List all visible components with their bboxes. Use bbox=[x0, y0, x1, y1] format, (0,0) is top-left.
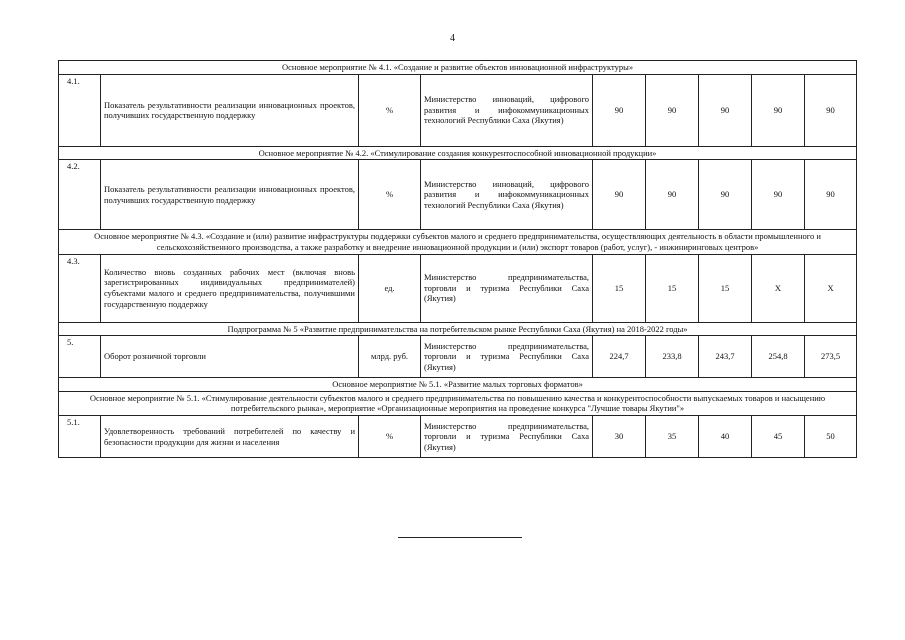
responsible-cell: Министерство предпринимательства, торговли и туризма Республики Саха (Якутия) bbox=[421, 336, 593, 378]
table-row bbox=[59, 336, 857, 378]
section-row bbox=[59, 146, 857, 160]
table-row bbox=[59, 416, 857, 458]
value-cell: 90 bbox=[752, 74, 805, 146]
table-body bbox=[59, 61, 857, 458]
value-cell: 40 bbox=[699, 416, 752, 458]
value-cell: 15 bbox=[593, 254, 646, 322]
indicators-table bbox=[58, 60, 857, 458]
value-cell: 45 bbox=[752, 416, 805, 458]
unit-cell: % bbox=[359, 160, 421, 230]
indicator-cell: Оборот розничной торговли bbox=[101, 336, 359, 378]
value-cell: 273,5 bbox=[805, 336, 857, 378]
indicator-cell: Показатель результативности реализации инновационных проектов, получивших государственную поддержку bbox=[101, 160, 359, 230]
section-row bbox=[59, 378, 857, 392]
section-row bbox=[59, 61, 857, 75]
value-cell: 90 bbox=[699, 160, 752, 230]
value-cell: 233,8 bbox=[646, 336, 699, 378]
indicator-cell: Показатель результативности реализации инновационных проектов, получивших государственную поддержку bbox=[101, 74, 359, 146]
value-cell: 90 bbox=[646, 74, 699, 146]
section-title: Основное мероприятие № 5.1. «Развитие малых торговых форматов» bbox=[59, 378, 857, 392]
section-title: Основное мероприятие № 4.2. «Стимулирование создания конкурентоспособной инновационной продукции» bbox=[59, 146, 857, 160]
value-cell: 254,8 bbox=[752, 336, 805, 378]
responsible-cell: Министерство инноваций, цифрового развития и инфокоммуникационных технологий Республики Саха (Якутия) bbox=[421, 74, 593, 146]
table-row bbox=[59, 74, 857, 146]
table-row bbox=[59, 160, 857, 230]
row-number: 4.2. bbox=[59, 160, 101, 230]
section-title: Основное мероприятие № 5.1. «Стимулирование деятельности субъектов малого и среднего предпринимательства по повышению качества и конкурентоспособности выпускаемых товаров и насыщению потребительского рынка», мероприятие «Организационные мероприятия на проведение конкурса "Лучшие товары Якутии"» bbox=[59, 391, 857, 415]
value-cell: 90 bbox=[646, 160, 699, 230]
value-cell: 90 bbox=[699, 74, 752, 146]
value-cell: 30 bbox=[593, 416, 646, 458]
unit-cell: % bbox=[359, 416, 421, 458]
value-cell: 243,7 bbox=[699, 336, 752, 378]
value-cell: 224,7 bbox=[593, 336, 646, 378]
responsible-cell: Министерство предпринимательства, торговли и туризма Республики Саха (Якутия) bbox=[421, 254, 593, 322]
value-cell: 90 bbox=[593, 160, 646, 230]
value-cell: 90 bbox=[752, 160, 805, 230]
responsible-cell: Министерство предпринимательства, торговли и туризма Республики Саха (Якутия) bbox=[421, 416, 593, 458]
section-row bbox=[59, 230, 857, 254]
indicator-cell: Удовлетворенность требований потребителей по качеству и безопасности продукции для жизни и населения bbox=[101, 416, 359, 458]
indicator-cell: Количество вновь созданных рабочих мест (включая вновь зарегистрированных индивидуальных предпринимателей) субъектами малого и среднего предпринимательства, получившими государственную поддержку bbox=[101, 254, 359, 322]
section-title: Основное мероприятие № 4.3. «Создание и (или) развитие инфраструктуры поддержки субъектов малого и среднего предпринимательства, осуществляющих деятельность в области промышленного и сельскохозяйственного производства, а также разработку и внедрение инновационной продукции и (или) экспорт товаров (работ, услуг), - инжиниринговых центров» bbox=[59, 230, 857, 254]
table-row bbox=[59, 254, 857, 322]
footer-divider bbox=[398, 537, 522, 538]
unit-cell: ед. bbox=[359, 254, 421, 322]
subprogram-title: Подпрограмма № 5 «Развитие предпринимательства на потребительском рынке Республики Саха (Якутия) на 2018-2022 годы» bbox=[59, 322, 857, 336]
section-row bbox=[59, 322, 857, 336]
value-cell: 90 bbox=[805, 74, 857, 146]
value-cell: X bbox=[752, 254, 805, 322]
value-cell: 50 bbox=[805, 416, 857, 458]
unit-cell: % bbox=[359, 74, 421, 146]
row-number: 5.1. bbox=[59, 416, 101, 458]
row-number: 4.1. bbox=[59, 74, 101, 146]
value-cell: 15 bbox=[646, 254, 699, 322]
page-number: 4 bbox=[450, 33, 455, 44]
unit-cell: млрд. руб. bbox=[359, 336, 421, 378]
value-cell: 90 bbox=[805, 160, 857, 230]
row-number: 5. bbox=[59, 336, 101, 378]
row-number: 4.3. bbox=[59, 254, 101, 322]
value-cell: X bbox=[805, 254, 857, 322]
value-cell: 90 bbox=[593, 74, 646, 146]
responsible-cell: Министерство инноваций, цифрового развития и инфокоммуникационных технологий Республики Саха (Якутия) bbox=[421, 160, 593, 230]
section-row bbox=[59, 391, 857, 415]
section-title: Основное мероприятие № 4.1. «Создание и развитие объектов инновационной инфраструктуры» bbox=[59, 61, 857, 75]
value-cell: 35 bbox=[646, 416, 699, 458]
value-cell: 15 bbox=[699, 254, 752, 322]
